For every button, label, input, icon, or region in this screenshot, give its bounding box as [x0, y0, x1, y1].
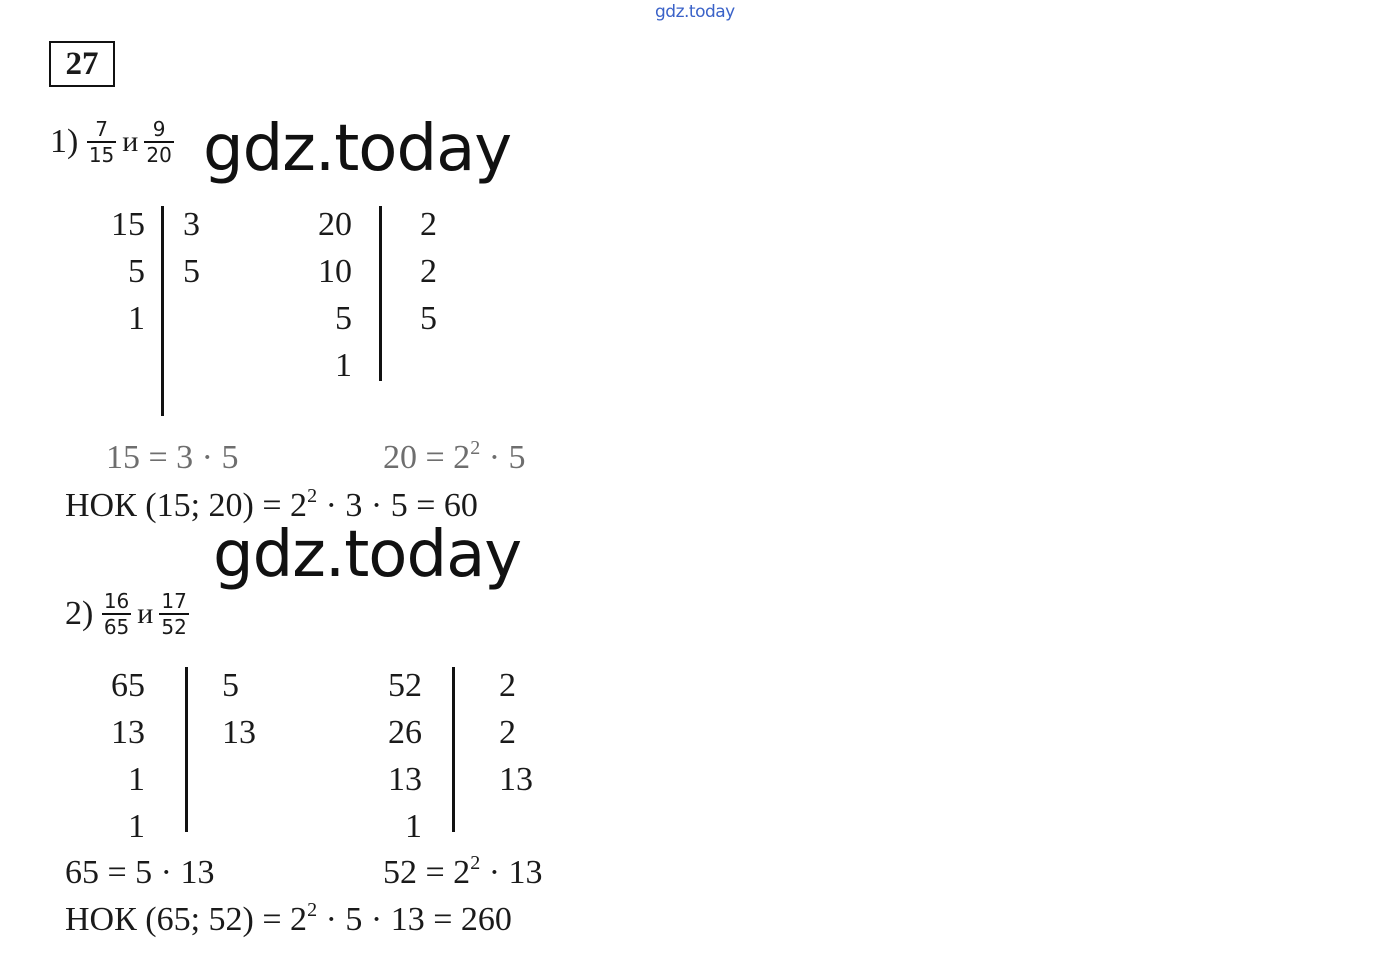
factor-divisor: 3: [183, 206, 200, 243]
factor-number: 1: [128, 300, 145, 337]
equation-rest: · 5: [480, 439, 526, 476]
lcm-suffix: · 3 · 5 = 60: [317, 487, 478, 524]
lcm-prefix: НОК (65; 52) = 2: [65, 901, 308, 938]
fraction-numerator: 9: [152, 117, 166, 141]
factor-number: 10: [318, 253, 352, 290]
part2-fraction-b: [159, 590, 188, 638]
factor-number: 20: [318, 206, 352, 243]
fraction-denominator: 52: [161, 615, 187, 639]
part2-label: 2): [65, 595, 94, 632]
part1-left-numbers: [90, 201, 145, 342]
factor-divisor: 2: [499, 714, 516, 751]
large-watermark-2: gdz.today: [213, 518, 522, 592]
part1-label: 1): [50, 123, 79, 160]
part2-left-numbers: [90, 662, 145, 850]
part2-right-numbers: [370, 662, 422, 850]
part2-lcm: [65, 900, 512, 940]
factor-number: 5: [335, 300, 352, 337]
part1-right-divider: [379, 206, 382, 381]
fraction-numerator: 16: [103, 589, 130, 613]
factor-divisor: 13: [499, 761, 533, 798]
part2-equation-right: [383, 853, 543, 893]
factor-number: 1: [335, 347, 352, 384]
factor-number: 13: [388, 761, 422, 798]
factor-number: 1: [128, 761, 145, 798]
equation-base: 20 = 2: [383, 439, 471, 476]
large-watermark-1: gdz.today: [203, 112, 512, 186]
part2-right-divider: [452, 667, 455, 832]
equation-rest: · 13: [480, 854, 543, 891]
factor-number: 13: [111, 714, 145, 751]
part1-fraction-b: [144, 118, 173, 166]
factor-number: 15: [111, 206, 145, 243]
part1-equation-right: [383, 438, 526, 478]
part2-left-divisors: [222, 662, 282, 756]
lcm-prefix: НОК (15; 20) = 2: [65, 487, 308, 524]
part2-left-divider: [185, 667, 188, 832]
part1-right-numbers: [290, 201, 352, 389]
part2-heading: [65, 590, 189, 638]
conjunction: и: [137, 597, 154, 630]
factor-number: 1: [128, 808, 145, 845]
part2-equation-left: 65 = 5 · 13: [65, 854, 215, 891]
fraction-denominator: 65: [103, 615, 130, 639]
lcm-exponent: 2: [307, 899, 318, 921]
fraction-numerator: 7: [95, 117, 108, 141]
factor-divisor: 13: [222, 714, 256, 751]
part2-right-divisors: [499, 662, 559, 803]
factor-number: 65: [111, 667, 145, 704]
factor-divisor: 5: [222, 667, 239, 704]
part1-fraction-a: [87, 118, 116, 166]
part1-left-divider: [161, 206, 164, 416]
factor-number: 26: [388, 714, 422, 751]
part1-equation-left: 15 = 3 · 5: [106, 439, 239, 476]
lcm-suffix: · 5 · 13 = 260: [317, 901, 512, 938]
equation-exponent: 2: [470, 437, 481, 459]
top-watermark: gdz.today: [655, 2, 735, 22]
equation-exponent: 2: [470, 852, 481, 874]
factor-number: 1: [405, 808, 422, 845]
task-number-box: 27: [49, 41, 115, 87]
part2-fraction-a: [102, 590, 131, 638]
factor-divisor: 5: [183, 253, 200, 290]
fraction-numerator: 17: [161, 589, 187, 613]
part1-left-divisors: [183, 201, 233, 295]
equation-base: 52 = 2: [383, 854, 471, 891]
conjunction: и: [122, 125, 139, 158]
factor-divisor: 5: [420, 300, 437, 337]
fraction-denominator: 20: [146, 143, 172, 167]
fraction-denominator: 15: [88, 143, 115, 167]
factor-number: 52: [388, 667, 422, 704]
factor-divisor: 2: [420, 206, 437, 243]
lcm-exponent: 2: [307, 485, 318, 507]
part1-heading: [50, 118, 174, 166]
part1-right-divisors: [420, 201, 470, 342]
factor-number: 5: [128, 253, 145, 290]
factor-divisor: 2: [499, 667, 516, 704]
factor-divisor: 2: [420, 253, 437, 290]
